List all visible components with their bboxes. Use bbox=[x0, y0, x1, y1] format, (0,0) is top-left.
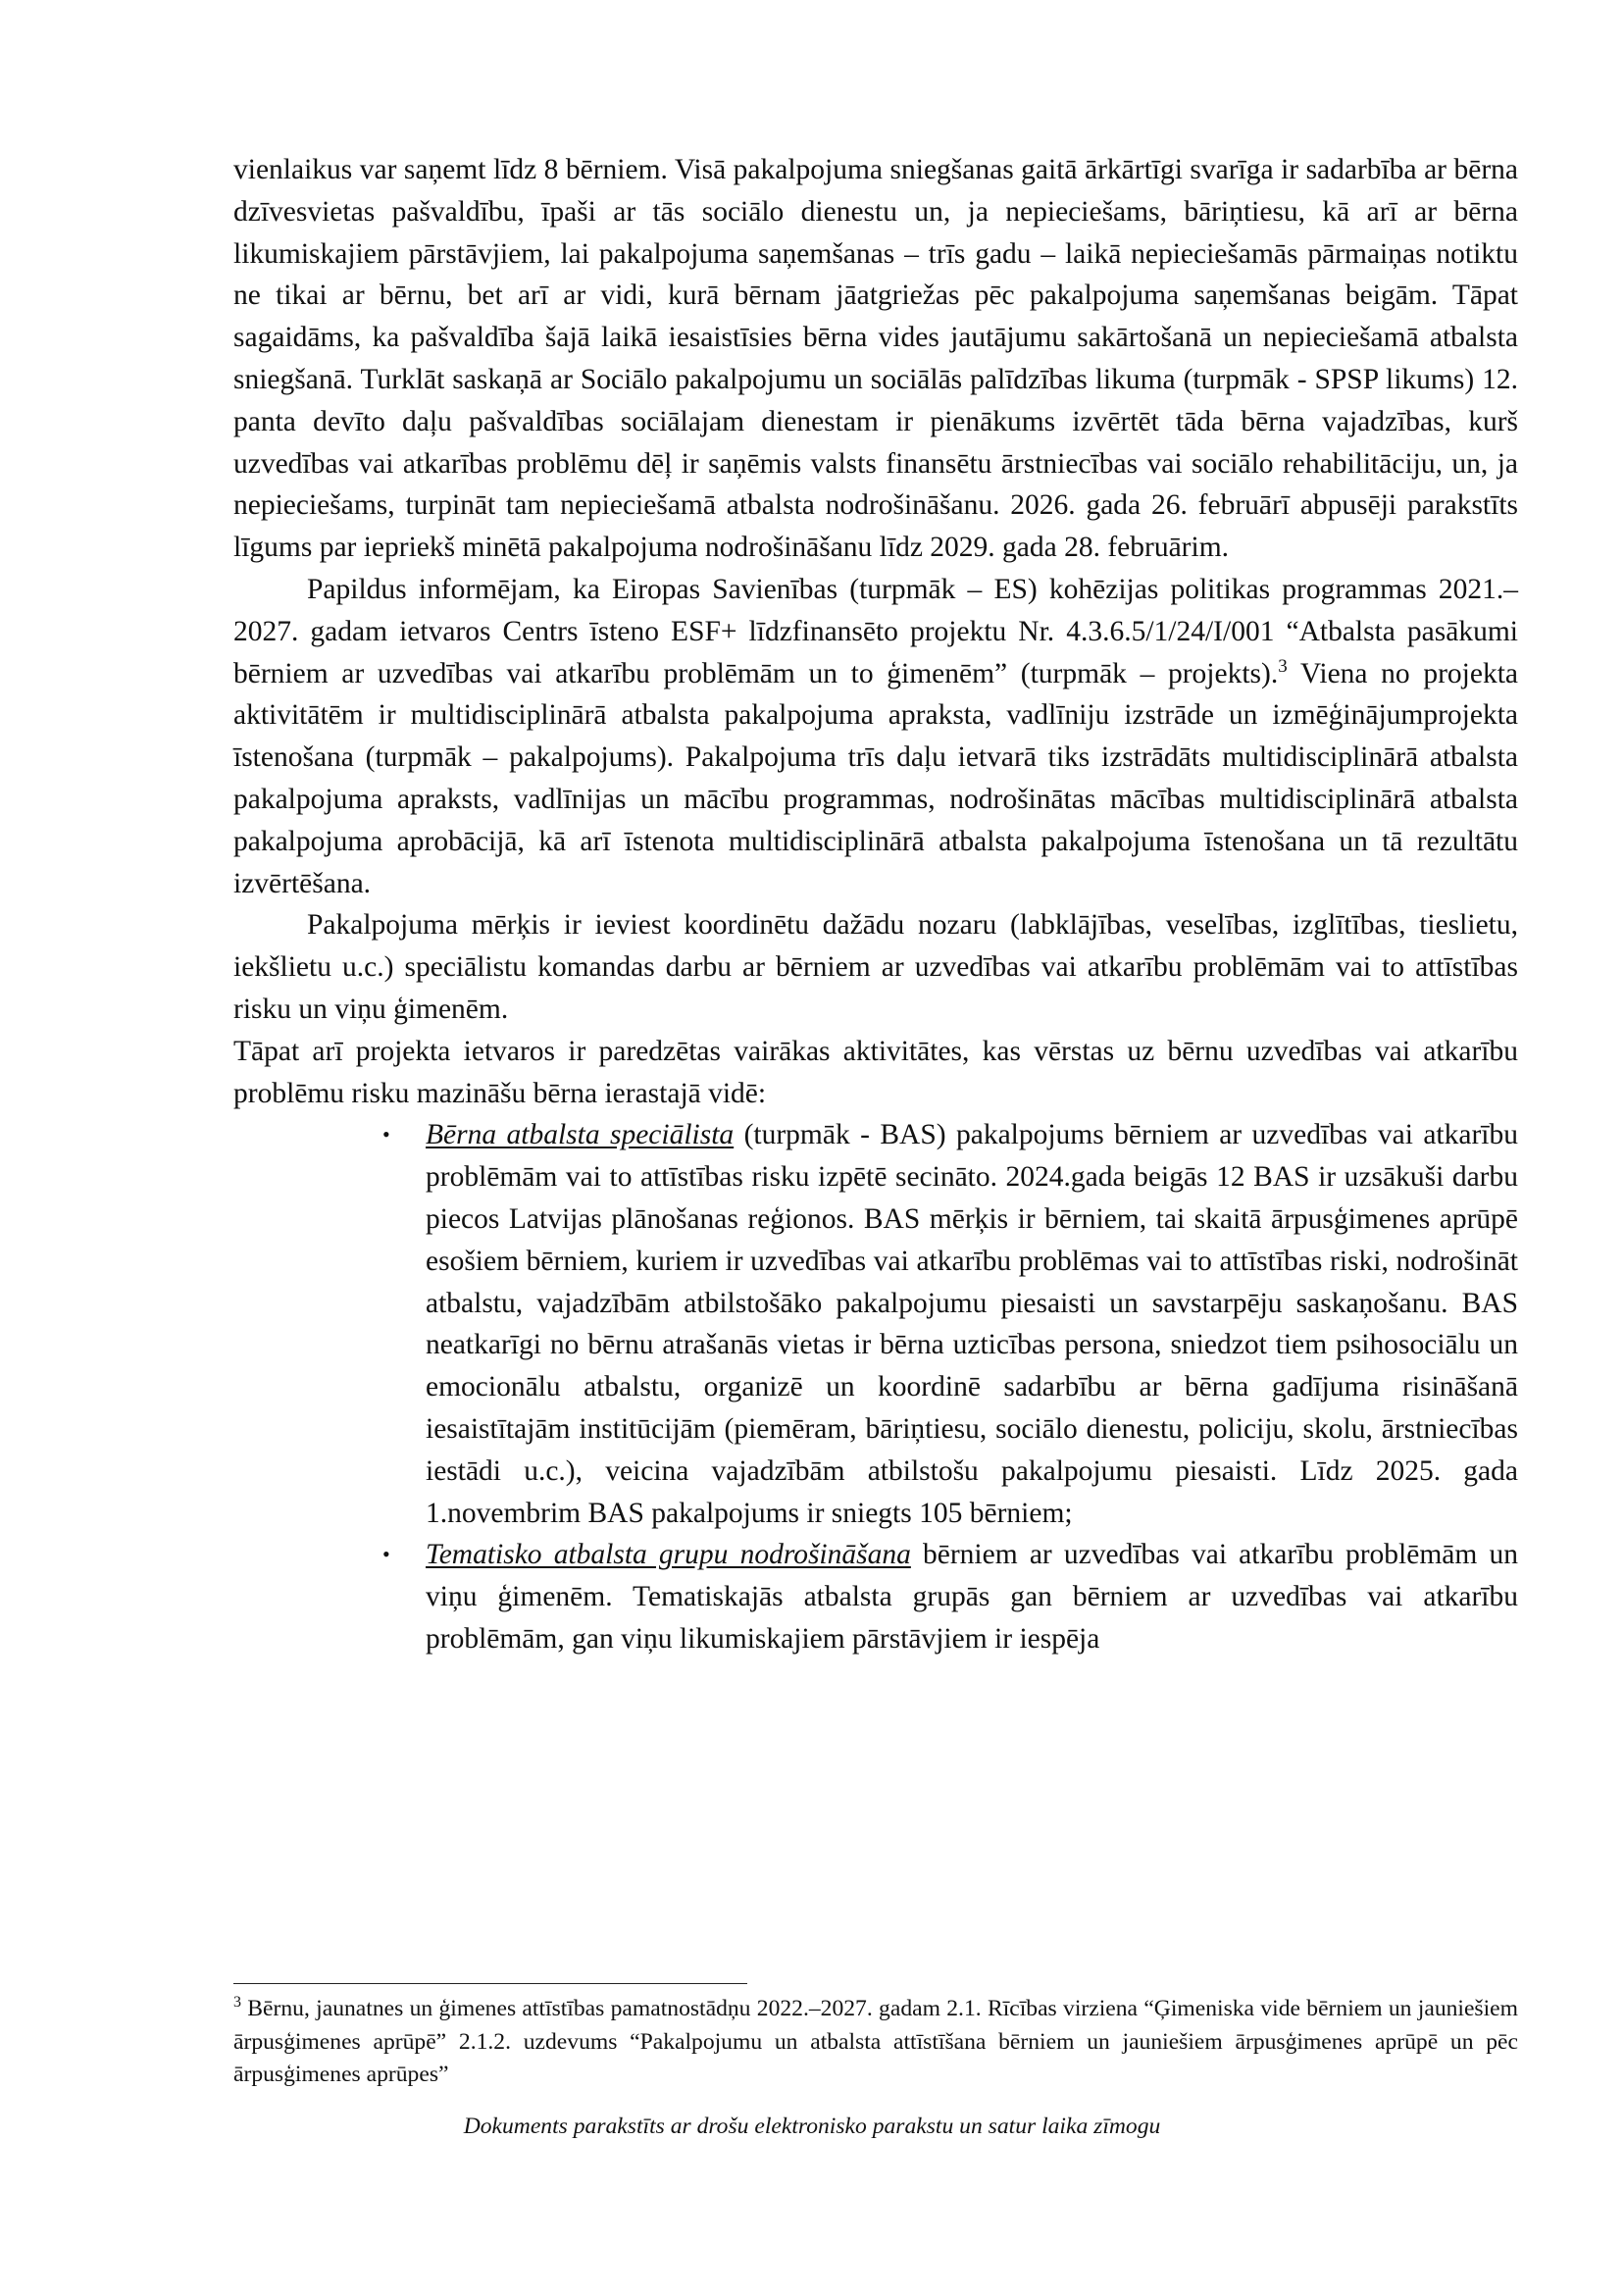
list-item-lead: Bērna atbalsta speciālista bbox=[426, 1119, 735, 1151]
list-item bbox=[382, 1114, 1518, 1534]
footnote-separator bbox=[233, 1983, 747, 1984]
footnote-number: 3 bbox=[233, 1994, 241, 2012]
paragraph-2-text-a: Papildus informējam, ka Eiropas Savienības (turpmāk – ES) kohēzijas politikas programmas 2021.–2027. gadam ietvaros Centrs īsteno ESF+ līdzfinansēto projektu Nr. 4.3.6.5/1/24/I/001 “Atbalsta pasākumi bērniem ar uzvedības vai atkarību problēmām un to ģimenēm” (turpmāk – projekts). bbox=[233, 573, 1518, 689]
signature-footer: Dokuments parakstīts ar drošu elektronisko parakstu un satur laika zīmogu bbox=[463, 2114, 1161, 2139]
bullet-icon: • bbox=[382, 1542, 390, 1567]
list-item bbox=[382, 1534, 1518, 1659]
list-item-text: bērniem ar uzvedības vai atkarību problēmām un viņu ģimenēm. Tematiskajās atbalsta grupās gan bērniem ar uzvedības vai atkarību problēmām, gan viņu likumiskajiem pārstāvjiem ir iespēja bbox=[426, 1539, 1518, 1655]
bullet-icon: • bbox=[382, 1122, 390, 1147]
paragraph-3: Pakalpojuma mērķis ir ieviest koordinētu dažādu nozaru (labklājības, veselības, izglītības, tieslietu, iekšlietu u.c.) speciālistu komandas darbu ar bērniem ar uzvedības vai atkarību problēmām vai to attīstības risku un viņu ģimenēm. bbox=[233, 909, 1518, 1025]
paragraph-2 bbox=[233, 569, 1518, 904]
paragraph-1: vienlaikus var saņemt līdz 8 bērniem. Visā pakalpojuma sniegšanas gaitā ārkārtīgi svarīga ir sadarbība ar bērna dzīvesvietas pašvaldību, īpaši ar tās sociālo dienestu un, ja nepieciešams, bāriņtiesu, kā arī ar bērna likumiskajiem pārstāvjiem, lai pakalpojuma saņemšanas – trīs gadu – laikā nepieciešamās pārmaiņas notiktu ne tikai ar bērnu, bet arī ar vidi, kurā bērnam jāatgriežas pēc pakalpojuma saņemšanas beigām. Tāpat sagaidāms, ka pašvaldība šajā laikā iesaistīsies bērna vides jautājumu sakārtošanā un nepieciešamā atbalsta sniegšanā. Turklāt saskaņā ar Sociālo pakalpojumu un sociālās palīdzības likuma (turpmāk - SPSP likums) 12. panta devīto daļu pašvaldības sociālajam dienestam ir pienākums izvērtēt tāda bērna vajadzības, kurš uzvedības vai atkarības problēmu dēļ ir saņēmis valsts finansētu ārstniecības vai sociālo rehabilitāciju, un, ja nepieciešams, turpināt tam nepieciešamā atbalsta nodrošināšanu. 2026. gada 26. februārī abpusēji parakstīts līgums par iepriekš minētā pakalpojuma nodrošināšanu līdz 2029. gada 28. februārim. bbox=[233, 154, 1518, 564]
paragraph-4: Tāpat arī projekta ietvaros ir paredzētas vairākas aktivitātes, kas vērstas uz bērnu uzvedības vai atkarību problēmu risku mazināšu bērna ierastajā vidē: bbox=[233, 1035, 1518, 1109]
list-item-text: (turpmāk - BAS) pakalpojums bērniem ar uzvedības vai atkarību problēmām vai to attīstības risku izpētē secināto. 2024.gada beigās 12 BAS ir uzsākuši darbu piecos Latvijas plānošanas reģionos. BAS mērķis ir bērniem, tai skaitā ārpusģimenes aprūpē esošiem bērniem, kuriem ir uzvedības vai atkarību problēmas vai to attīstības riski, nodrošināt atbalstu, vajadzībām atbilstošāko pakalpojumu piesaisti un savstarpēju saskaņošanu. BAS neatkarīgi no bērnu atrašanās vietas ir bērna uzticības persona, sniedzot tiem psihosociālu un emocionālu atbalstu, organizē un koordinē sadarbību ar bērna gadījuma risināšanā iesaistītajām institūcijām (piemēram, bāriņtiesu, sociālo dienestu, policiju, skolu, ārstniecības iestādi u.c.), veicina vajadzībām atbilstošu pakalpojumu piesaisti. Līdz 2025. gada 1.novembrim BAS pakalpojums ir sniegts 105 bērniem; bbox=[426, 1119, 1518, 1529]
footnote-text: Bērnu, jaunatnes un ģimenes attīstības pamatnostādņu 2022.–2027. gadam 2.1. Rīcības virziena “Ģimeniska vide bērniem un jauniešiem ārpusģimenes aprūpē” 2.1.2. uzdevums “Pakalpojumu un atbalsta attīstīšana bērniem un jauniešiem ārpusģimenes aprūpē un pēc ārpusģimenes aprūpes” bbox=[233, 1996, 1518, 2087]
activity-list bbox=[233, 1114, 1518, 1659]
footnote-reference-3[interactable]: 3 bbox=[1278, 655, 1288, 677]
footnote-3 bbox=[233, 1993, 1518, 2092]
paragraph-2-text-b: Viena no projekta aktivitātēm ir multidisciplinārā atbalsta pakalpojuma apraksta, vadlīniju izstrāde un izmēģinājumprojekta īstenošana (turpmāk – pakalpojums). Pakalpojuma trīs daļu ietvarā tiks izstrādāts multidisciplinārā atbalsta pakalpojuma apraksts, vadlīnijas un mācību programmas, nodrošinātas mācības multidisciplinārā atbalsta pakalpojuma aprobācijā, kā arī īstenota multidisciplinārā atbalsta pakalpojuma īstenošana un tā rezultātu izvērtēšana. bbox=[233, 657, 1518, 899]
list-item-lead: Tematisko atbalsta grupu nodrošināšana bbox=[426, 1539, 911, 1571]
document-body bbox=[233, 149, 1518, 1660]
